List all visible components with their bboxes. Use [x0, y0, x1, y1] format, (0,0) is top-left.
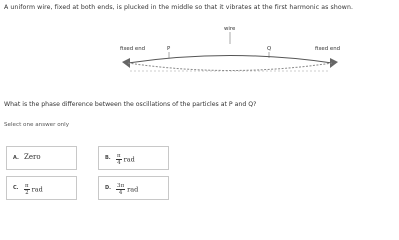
fixed-end-right-label: fixed end	[315, 46, 341, 52]
option-d-denominator: 4	[118, 190, 123, 196]
point-p-label: P	[167, 46, 171, 52]
option-c[interactable]	[6, 176, 77, 200]
option-a[interactable]	[6, 146, 77, 170]
option-b-fraction	[116, 153, 122, 166]
option-c-letter: C.	[13, 185, 19, 191]
wave-svg	[100, 22, 360, 94]
instruction-text: Select one answer only	[4, 122, 70, 128]
option-d-letter: D.	[105, 185, 112, 191]
wave-lower	[128, 63, 332, 71]
question-text: A uniform wire, fixed at both ends, is plucked in the middle so that it vibrates at the first harmonic as shown.	[4, 4, 354, 11]
option-c-fraction	[24, 183, 30, 196]
option-b[interactable]	[98, 146, 169, 170]
option-b-unit: rad	[123, 155, 135, 164]
point-q-label: Q	[267, 46, 272, 52]
option-d-unit: rad	[127, 185, 139, 194]
question-prompt: What is the phase difference between the oscillations of the particles at P and Q?	[4, 101, 257, 108]
option-c-unit: rad	[31, 185, 43, 194]
option-a-letter: A.	[13, 155, 19, 161]
option-b-text	[116, 153, 135, 166]
option-c-denominator: 2	[25, 190, 29, 196]
option-b-denominator: 4	[117, 160, 121, 166]
option-d-fraction	[116, 183, 125, 196]
option-c-text	[24, 183, 43, 196]
wire-label: wire	[224, 26, 236, 32]
fixed-end-left-label: fixed end	[120, 46, 146, 52]
option-b-numerator: π	[117, 153, 121, 159]
option-b-letter: B.	[105, 155, 111, 161]
option-d[interactable]	[98, 176, 169, 200]
harmonic-diagram	[100, 22, 360, 94]
option-a-text: Zero	[24, 153, 41, 161]
option-c-numerator: π	[25, 183, 29, 189]
option-d-numerator: 3π	[117, 183, 125, 189]
option-d-text	[116, 183, 138, 196]
wave-upper	[128, 56, 332, 64]
